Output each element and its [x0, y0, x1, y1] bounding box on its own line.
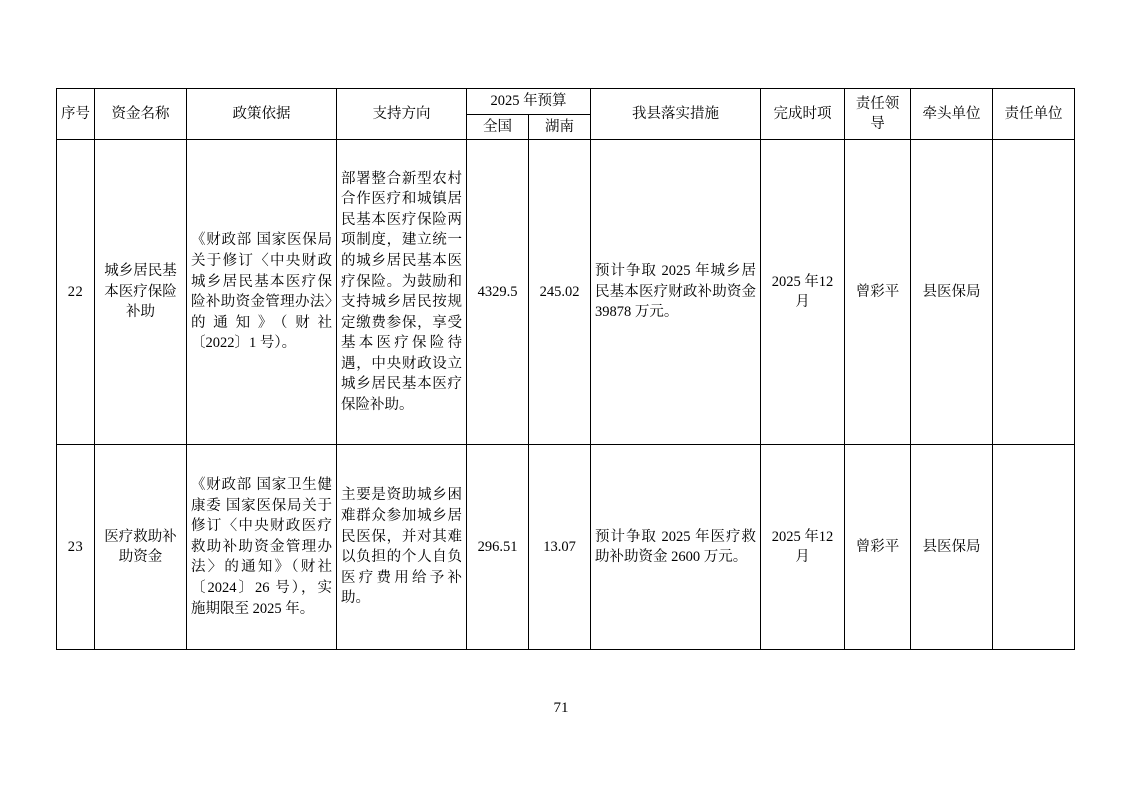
cell-county-measures: 预计争取 2025 年医疗救助补助资金 2600 万元。	[591, 445, 761, 650]
cell-fund-name: 医疗救助补助资金	[95, 445, 187, 650]
budget-table-container	[56, 88, 1066, 650]
cell-budget-national: 296.51	[467, 445, 529, 650]
cell-responsible-unit	[993, 140, 1075, 445]
cell-responsible-leader: 曾彩平	[845, 140, 911, 445]
header-responsible-leader: 责任领导	[845, 89, 911, 140]
cell-support-direction: 主要是资助城乡困难群众参加城乡居民医保，并对其难以负担的个人自负医疗费用给予补助。	[337, 445, 467, 650]
header-budget-group: 2025 年预算	[467, 89, 591, 115]
header-county-measures: 我县落实措施	[591, 89, 761, 140]
cell-budget-hunan: 245.02	[529, 140, 591, 445]
header-row-top	[57, 89, 1075, 115]
table-header	[57, 89, 1075, 140]
budget-table	[56, 88, 1075, 650]
cell-budget-national: 4329.5	[467, 140, 529, 445]
header-support-direction: 支持方向	[337, 89, 467, 140]
cell-fund-name: 城乡居民基本医疗保险补助	[95, 140, 187, 445]
cell-completion-time: 2025 年12 月	[761, 445, 845, 650]
header-budget-hunan: 湖南	[529, 114, 591, 140]
header-policy-basis: 政策依据	[187, 89, 337, 140]
cell-completion-time: 2025 年12 月	[761, 140, 845, 445]
header-completion-time: 完成时项	[761, 89, 845, 140]
table-row	[57, 140, 1075, 445]
table-body	[57, 140, 1075, 650]
cell-responsible-leader: 曾彩平	[845, 445, 911, 650]
page-number: 71	[553, 700, 569, 716]
cell-lead-unit: 县医保局	[911, 445, 993, 650]
cell-seq: 23	[57, 445, 95, 650]
cell-support-direction: 部署整合新型农村合作医疗和城镇居民基本医疗保险两项制度，建立统一的城乡居民基本医疗保险。为鼓励和支持城乡居民按规定缴费参保，享受基本医疗保险待遇，中央财政设立城乡居民基本医疗保险补助。	[337, 140, 467, 445]
cell-seq: 22	[57, 140, 95, 445]
header-budget-national: 全国	[467, 114, 529, 140]
cell-policy-basis: 《财政部 国家医保局关于修订〈中央财政城乡居民基本医疗保险补助资金管理办法〉的通知》（财社〔2022〕1 号）。	[187, 140, 337, 445]
header-responsible-unit: 责任单位	[993, 89, 1075, 140]
cell-lead-unit: 县医保局	[911, 140, 993, 445]
cell-county-measures: 预计争取 2025 年城乡居民基本医疗财政补助资金 39878 万元。	[591, 140, 761, 445]
cell-policy-basis: 《财政部 国家卫生健康委 国家医保局关于修订〈中央财政医疗救助补助资金管理办法〉的通知》（财社〔2024〕26 号），实施期限至 2025 年。	[187, 445, 337, 650]
table-row	[57, 445, 1075, 650]
header-fund-name: 资金名称	[95, 89, 187, 140]
cell-responsible-unit	[993, 445, 1075, 650]
cell-budget-hunan: 13.07	[529, 445, 591, 650]
header-seq: 序号	[57, 89, 95, 140]
header-lead-unit: 牵头单位	[911, 89, 993, 140]
